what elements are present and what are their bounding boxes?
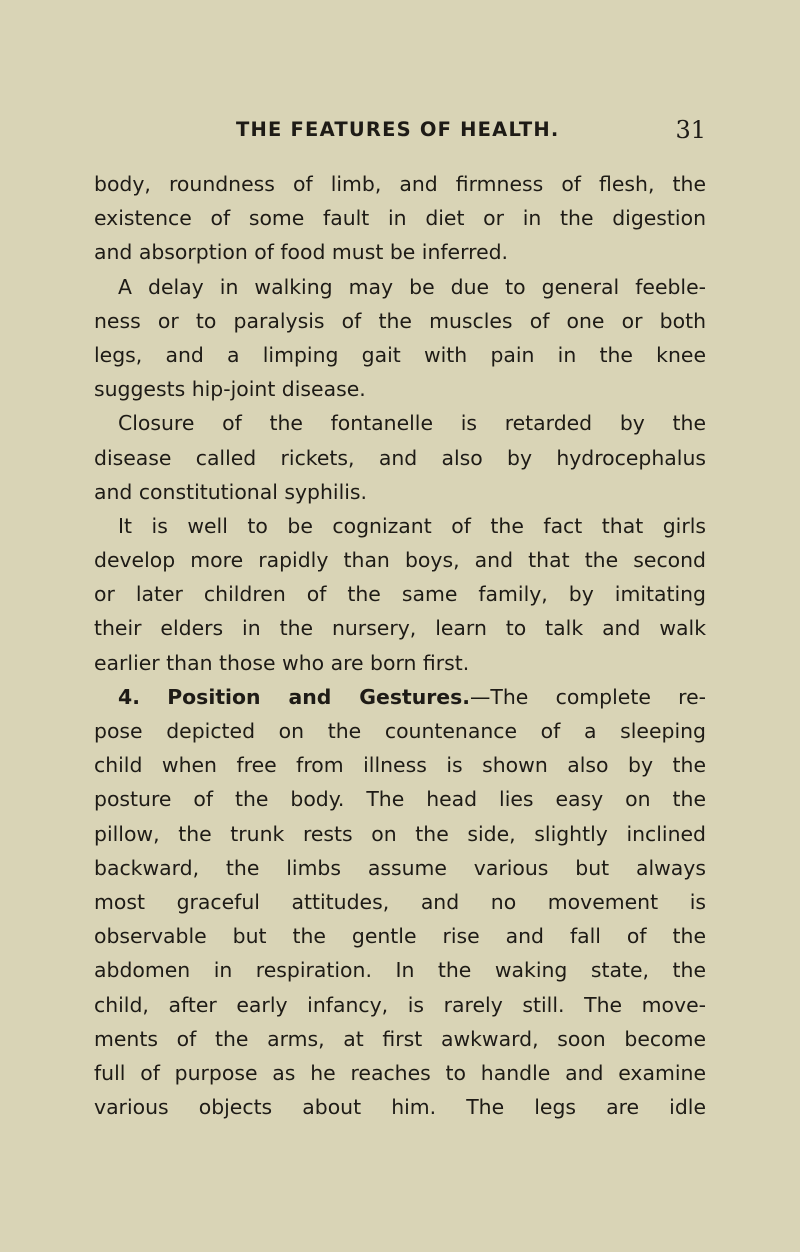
text-line: develop more rapidly than boys, and that the second	[94, 548, 706, 573]
text-line: abdomen in respiration. In the waking state, the	[94, 958, 706, 983]
text-line: and absorption of food must be inferred.	[94, 240, 509, 265]
text-line: pillow, the trunk rests on the side, slightly inclined	[94, 821, 706, 846]
text-line: backward, the limbs assume various but always	[94, 855, 706, 880]
running-head	[236, 118, 706, 148]
text-line: child when free from illness is shown also by the	[94, 753, 706, 778]
text-line: Closure of the fontanelle is retarded by the	[118, 411, 706, 436]
running-head-title: THE FEATURES OF HEALTH.	[236, 118, 560, 141]
text-line: most graceful attitudes, and no movement is	[94, 889, 706, 914]
text-line: child, after early infancy, is rarely still. The move-	[94, 992, 706, 1017]
text-line: their elders in the nursery, learn to talk and walk	[94, 616, 706, 641]
text-line: or later children of the same family, by imitating	[94, 582, 706, 607]
section-heading-line	[94, 680, 706, 714]
text-line: full of purpose as he reaches to handle and examine	[94, 1060, 706, 1085]
page-number: 31	[675, 116, 706, 144]
text-line: suggests hip-joint disease.	[94, 377, 366, 402]
text-line: ments of the arms, at first awkward, soon become	[94, 1026, 706, 1051]
text-line: legs, and a limping gait with pain in the knee	[94, 342, 706, 367]
text-line: body, roundness of limb, and firmness of flesh, the	[94, 172, 706, 196]
text-line: earlier than those who are born first.	[94, 650, 470, 675]
section-number: 4.	[118, 684, 140, 709]
text-line: and constitutional syphilis.	[94, 479, 368, 504]
text-line: various objects about him. The legs are idle	[94, 1095, 706, 1120]
section-lead-text: —The complete re-	[470, 684, 706, 709]
body-text	[94, 167, 706, 1124]
text-line: It is well to be cognizant of the fact that girls	[118, 513, 706, 538]
section-title: Position and Gestures.	[167, 684, 471, 709]
text-line: disease called rickets, and also by hydrocephalus	[94, 445, 706, 470]
text-line: existence of some fault in diet or in the digestion	[94, 206, 706, 231]
text-line: observable but the gentle rise and fall of the	[94, 924, 706, 949]
text-line: A delay in walking may be due to general feeble-	[118, 274, 706, 299]
text-line: posture of the body. The head lies easy on the	[94, 787, 706, 812]
text-line: pose depicted on the countenance of a sleeping	[94, 719, 706, 743]
text-line: ness or to paralysis of the muscles of one or both	[94, 308, 706, 333]
